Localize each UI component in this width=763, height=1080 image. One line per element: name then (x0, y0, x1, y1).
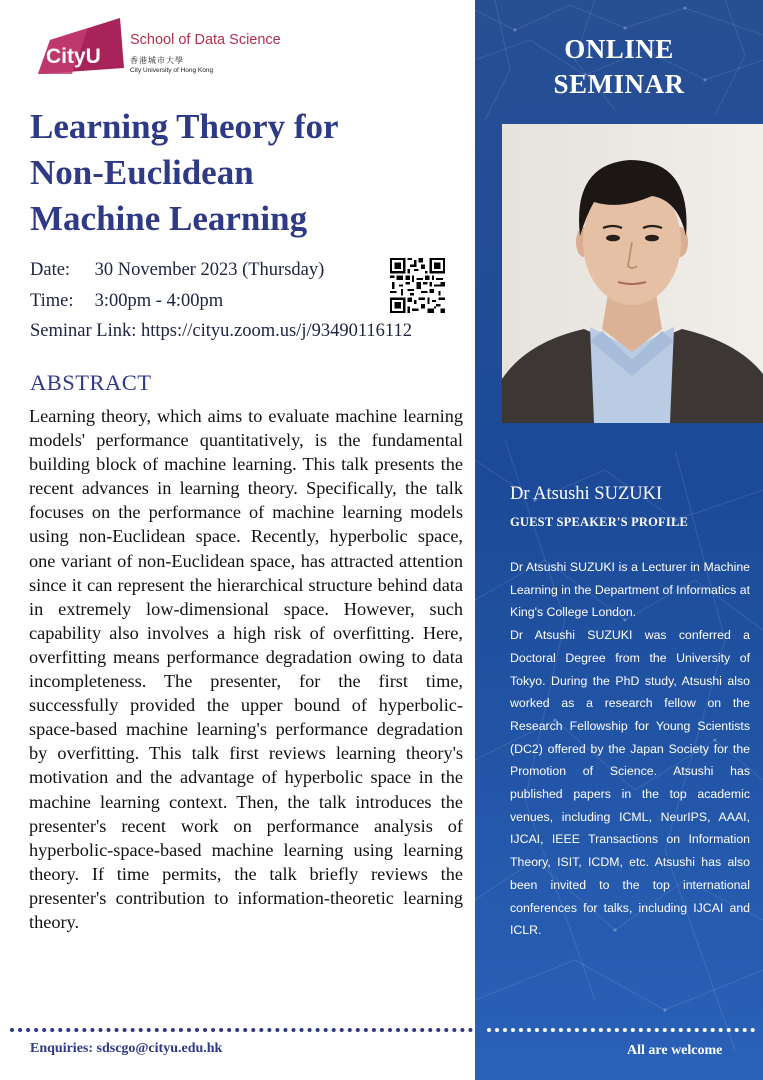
speaker-bio-paragraph: Dr Atsushi SUZUKI is a Lecturer in Machine Learning in the Department of Informatics at King's College London. (510, 560, 750, 620)
speaker-portrait-icon (502, 124, 763, 423)
university-english-name: City University of Hong Kong (130, 67, 214, 74)
cityu-logo-mark-icon (32, 18, 127, 76)
title-line: Non-Euclidean (30, 153, 254, 192)
qr-code-icon[interactable] (390, 258, 445, 313)
time-value: 3:00pm - 4:00pm (94, 291, 224, 311)
time-row (30, 291, 223, 312)
banner-line: ONLINE (564, 34, 674, 64)
title-line: Learning Theory for (30, 107, 339, 146)
guest-speaker-profile-heading: GUEST SPEAKER'S PROFILE (510, 515, 689, 529)
time-label: Time: (30, 291, 74, 311)
seminar-link-row (30, 321, 412, 342)
enquiries-contact[interactable]: Enquiries: sdscgo@cityu.edu.hk (30, 1041, 223, 1056)
seminar-link-label: Seminar Link: (30, 321, 137, 341)
speaker-bio-paragraph: Dr Atsushi SUZUKI was conferred a Doctoral Degree from the University of Tokyo. During the PhD study, Atsushi also worked as a research fellow on the Research Fellowship for Young Scientists (DC2) offered by the Japan Society for the Promotion of Science. Atsushi has published papers in the top academic venues, including ICML, NeurIPS, AAAI, IJCAI, IEEE Transactions on Information Theory, ISIT, ICDM, etc. Atsushi has also been invited to the top international conferences for talks, including IJCAI and ICLR. (510, 628, 750, 938)
abstract-body: Learning theory, which aims to evaluate machine learning models' performance quantitatively, is the fundamental building block of machine learning. This talk presents the recent advances in learning theory. Specifically, the talk focuses on the performance of machine learning models using non-Euclidean space. Recently, hyperbolic space, one variant of non-Euclidean space, has attracted attention since it can represent the hierarchical structure behind data in extremely low-dimensional space. However, such capability also involves a high risk of overfitting. Here, overfitting means performance degradation owing to data incompleteness. The presenter, for the first time, successfully provided the upper bound of hyperbolic-space-based machine learning's performance degradation by overfitting. This talk first reviews learning theory's motivation and the advantage of hyperbolic space in the machine learning context. Then, the talk introduces the presenter's recent work on performance analysis of hyperbolic-space-based machine learning using learning theory. If time permits, the talk briefly reviews the presenter's contribution to information-theoretic learning theory. (29, 406, 463, 932)
seminar-title (30, 104, 470, 242)
all-welcome-note: All are welcome (627, 1043, 723, 1058)
seminar-link[interactable]: https://cityu.zoom.us/j/93490116112 (140, 321, 412, 341)
date-label: Date: (30, 260, 71, 280)
university-chinese-name: 香港城市大學 (130, 56, 184, 65)
divider-dots (10, 1028, 473, 1032)
school-name: School of Data Science (130, 32, 281, 48)
cityu-logo (32, 18, 292, 80)
online-seminar-banner (475, 32, 763, 102)
svg-text:CityU: CityU (46, 45, 101, 68)
speaker-bio (510, 556, 750, 942)
speaker-name: Dr Atsushi SUZUKI (510, 484, 663, 504)
abstract-heading: ABSTRACT (30, 370, 152, 395)
title-line: Machine Learning (30, 199, 308, 238)
banner-line: SEMINAR (553, 69, 685, 99)
date-row (30, 260, 324, 281)
speaker-photo (502, 124, 763, 423)
divider-dots (487, 1028, 755, 1032)
date-value: 30 November 2023 (Thursday) (94, 260, 325, 280)
